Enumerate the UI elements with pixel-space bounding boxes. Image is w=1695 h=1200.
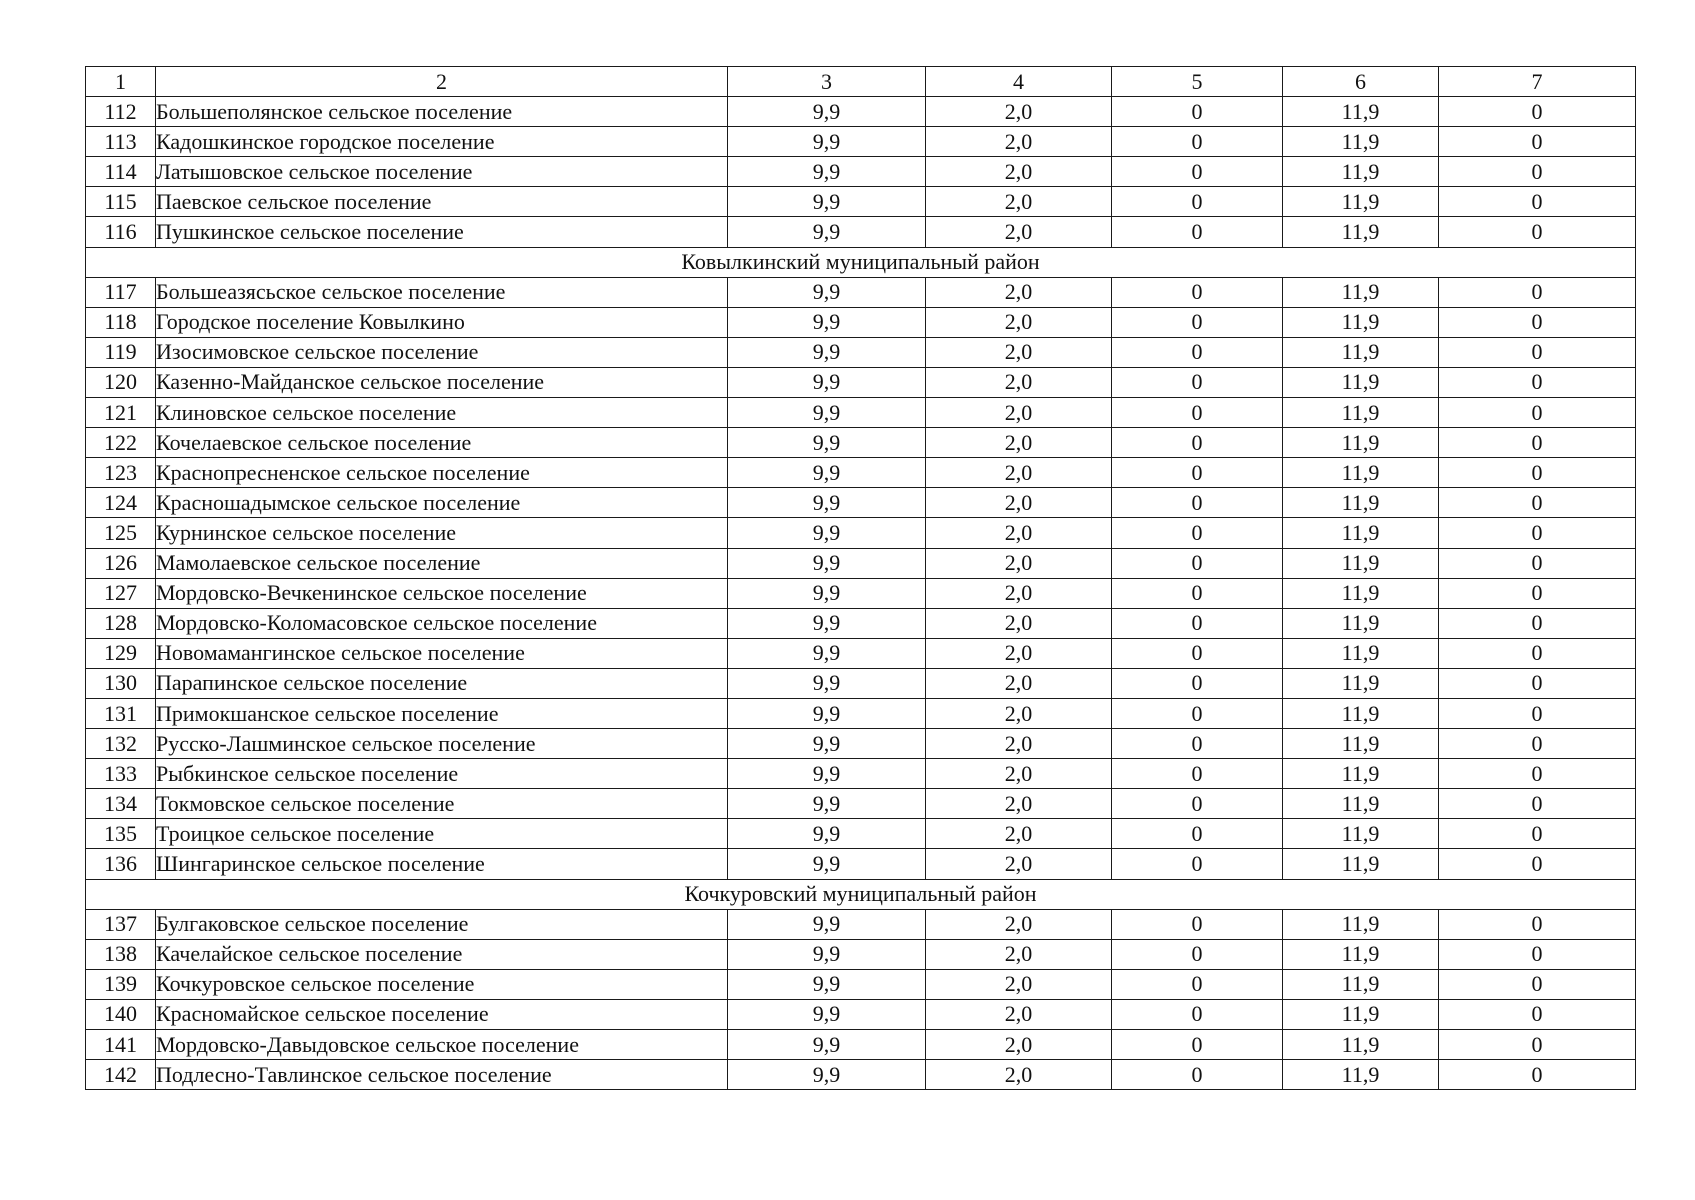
value-col-6: 11,9 — [1283, 819, 1439, 849]
value-col-7: 0 — [1439, 127, 1636, 157]
settlement-name: Троицкое сельское поселение — [156, 819, 728, 849]
value-col-7: 0 — [1439, 999, 1636, 1029]
value-col-3: 9,9 — [728, 337, 926, 367]
value-col-4: 2,0 — [926, 337, 1112, 367]
value-col-4: 2,0 — [926, 157, 1112, 187]
value-col-6: 11,9 — [1283, 1060, 1439, 1090]
table-row — [86, 789, 1636, 819]
row-number: 139 — [86, 969, 156, 999]
table-row — [86, 488, 1636, 518]
header-row — [86, 67, 1636, 97]
settlement-name: Мордовско-Вечкенинское сельское поселение — [156, 578, 728, 608]
settlement-name: Новомамангинское сельское поселение — [156, 638, 728, 668]
table-row — [86, 819, 1636, 849]
value-col-7: 0 — [1439, 518, 1636, 548]
value-col-4: 2,0 — [926, 488, 1112, 518]
table-row — [86, 518, 1636, 548]
value-col-7: 0 — [1439, 217, 1636, 247]
table-row — [86, 1060, 1636, 1090]
header-cell-6: 6 — [1283, 67, 1439, 97]
value-col-3: 9,9 — [728, 488, 926, 518]
table-row — [86, 548, 1636, 578]
row-number: 140 — [86, 999, 156, 1029]
value-col-6: 11,9 — [1283, 337, 1439, 367]
value-col-7: 0 — [1439, 398, 1636, 428]
value-col-6: 11,9 — [1283, 307, 1439, 337]
value-col-5: 0 — [1112, 428, 1283, 458]
value-col-5: 0 — [1112, 157, 1283, 187]
value-col-6: 11,9 — [1283, 187, 1439, 217]
value-col-7: 0 — [1439, 909, 1636, 939]
value-col-3: 9,9 — [728, 638, 926, 668]
value-col-5: 0 — [1112, 187, 1283, 217]
value-col-3: 9,9 — [728, 999, 926, 1029]
settlement-name: Большеазясьское сельское поселение — [156, 277, 728, 307]
table-row — [86, 398, 1636, 428]
value-col-7: 0 — [1439, 428, 1636, 458]
value-col-5: 0 — [1112, 819, 1283, 849]
settlement-name: Мамолаевское сельское поселение — [156, 548, 728, 578]
value-col-5: 0 — [1112, 398, 1283, 428]
settlement-name: Мордовско-Давыдовское сельское поселение — [156, 1030, 728, 1060]
value-col-4: 2,0 — [926, 969, 1112, 999]
value-col-5: 0 — [1112, 909, 1283, 939]
table-row — [86, 939, 1636, 969]
value-col-4: 2,0 — [926, 819, 1112, 849]
value-col-4: 2,0 — [926, 277, 1112, 307]
settlement-name: Городское поселение Ковылкино — [156, 307, 728, 337]
settlement-name: Парапинское сельское поселение — [156, 668, 728, 698]
value-col-6: 11,9 — [1283, 127, 1439, 157]
row-number: 112 — [86, 97, 156, 127]
value-col-4: 2,0 — [926, 217, 1112, 247]
header-cell-2: 2 — [156, 67, 728, 97]
value-col-7: 0 — [1439, 277, 1636, 307]
value-col-4: 2,0 — [926, 307, 1112, 337]
value-col-3: 9,9 — [728, 187, 926, 217]
value-col-7: 0 — [1439, 367, 1636, 397]
value-col-4: 2,0 — [926, 428, 1112, 458]
value-col-7: 0 — [1439, 337, 1636, 367]
value-col-5: 0 — [1112, 999, 1283, 1029]
value-col-7: 0 — [1439, 969, 1636, 999]
value-col-4: 2,0 — [926, 1060, 1112, 1090]
value-col-3: 9,9 — [728, 819, 926, 849]
settlement-name: Клиновское сельское поселение — [156, 398, 728, 428]
value-col-5: 0 — [1112, 1060, 1283, 1090]
settlement-name: Булгаковское сельское поселение — [156, 909, 728, 939]
row-number: 138 — [86, 939, 156, 969]
row-number: 130 — [86, 668, 156, 698]
value-col-5: 0 — [1112, 698, 1283, 728]
header-cell-4: 4 — [926, 67, 1112, 97]
value-col-7: 0 — [1439, 548, 1636, 578]
value-col-7: 0 — [1439, 608, 1636, 638]
value-col-3: 9,9 — [728, 518, 926, 548]
table-row — [86, 217, 1636, 247]
value-col-6: 11,9 — [1283, 849, 1439, 879]
value-col-7: 0 — [1439, 458, 1636, 488]
settlement-name: Качелайское сельское поселение — [156, 939, 728, 969]
value-col-6: 11,9 — [1283, 909, 1439, 939]
value-col-5: 0 — [1112, 668, 1283, 698]
row-number: 129 — [86, 638, 156, 668]
value-col-4: 2,0 — [926, 548, 1112, 578]
header-cell-3: 3 — [728, 67, 926, 97]
row-number: 142 — [86, 1060, 156, 1090]
settlement-name: Курнинское сельское поселение — [156, 518, 728, 548]
value-col-7: 0 — [1439, 578, 1636, 608]
value-col-5: 0 — [1112, 307, 1283, 337]
value-col-3: 9,9 — [728, 969, 926, 999]
value-col-7: 0 — [1439, 668, 1636, 698]
row-number: 116 — [86, 217, 156, 247]
settlement-name: Кочкуровское сельское поселение — [156, 969, 728, 999]
value-col-7: 0 — [1439, 1060, 1636, 1090]
row-number: 113 — [86, 127, 156, 157]
value-col-5: 0 — [1112, 277, 1283, 307]
value-col-5: 0 — [1112, 488, 1283, 518]
value-col-4: 2,0 — [926, 518, 1112, 548]
value-col-7: 0 — [1439, 759, 1636, 789]
value-col-4: 2,0 — [926, 789, 1112, 819]
value-col-4: 2,0 — [926, 127, 1112, 157]
row-number: 141 — [86, 1030, 156, 1060]
value-col-3: 9,9 — [728, 608, 926, 638]
table-row — [86, 157, 1636, 187]
value-col-5: 0 — [1112, 608, 1283, 638]
value-col-4: 2,0 — [926, 849, 1112, 879]
value-col-4: 2,0 — [926, 999, 1112, 1029]
value-col-4: 2,0 — [926, 608, 1112, 638]
settlements-table — [85, 66, 1636, 1090]
value-col-6: 11,9 — [1283, 428, 1439, 458]
value-col-7: 0 — [1439, 789, 1636, 819]
value-col-7: 0 — [1439, 97, 1636, 127]
value-col-3: 9,9 — [728, 729, 926, 759]
value-col-6: 11,9 — [1283, 488, 1439, 518]
value-col-3: 9,9 — [728, 428, 926, 458]
value-col-7: 0 — [1439, 698, 1636, 728]
value-col-4: 2,0 — [926, 187, 1112, 217]
header-cell-1: 1 — [86, 67, 156, 97]
value-col-3: 9,9 — [728, 759, 926, 789]
value-col-6: 11,9 — [1283, 518, 1439, 548]
table-row — [86, 668, 1636, 698]
value-col-6: 11,9 — [1283, 729, 1439, 759]
value-col-6: 11,9 — [1283, 698, 1439, 728]
value-col-4: 2,0 — [926, 759, 1112, 789]
header-cell-5: 5 — [1112, 67, 1283, 97]
table-row — [86, 187, 1636, 217]
value-col-7: 0 — [1439, 849, 1636, 879]
value-col-5: 0 — [1112, 337, 1283, 367]
settlement-name: Шингаринское сельское поселение — [156, 849, 728, 879]
row-number: 125 — [86, 518, 156, 548]
section-header-row — [86, 247, 1636, 277]
value-col-4: 2,0 — [926, 458, 1112, 488]
settlement-name: Красномайское сельское поселение — [156, 999, 728, 1029]
value-col-4: 2,0 — [926, 909, 1112, 939]
value-col-3: 9,9 — [728, 127, 926, 157]
value-col-5: 0 — [1112, 638, 1283, 668]
settlement-name: Краснопресненское сельское поселение — [156, 458, 728, 488]
settlement-name: Казенно-Майданское сельское поселение — [156, 367, 728, 397]
settlement-name: Латышовское сельское поселение — [156, 157, 728, 187]
value-col-6: 11,9 — [1283, 398, 1439, 428]
value-col-6: 11,9 — [1283, 789, 1439, 819]
value-col-6: 11,9 — [1283, 548, 1439, 578]
value-col-6: 11,9 — [1283, 578, 1439, 608]
value-col-7: 0 — [1439, 488, 1636, 518]
value-col-6: 11,9 — [1283, 367, 1439, 397]
table-row — [86, 608, 1636, 638]
value-col-6: 11,9 — [1283, 277, 1439, 307]
value-col-3: 9,9 — [728, 217, 926, 247]
row-number: 135 — [86, 819, 156, 849]
header-cell-7: 7 — [1439, 67, 1636, 97]
value-col-3: 9,9 — [728, 398, 926, 428]
table-row — [86, 277, 1636, 307]
table-row — [86, 97, 1636, 127]
value-col-4: 2,0 — [926, 729, 1112, 759]
settlement-name: Рыбкинское сельское поселение — [156, 759, 728, 789]
value-col-6: 11,9 — [1283, 157, 1439, 187]
value-col-3: 9,9 — [728, 698, 926, 728]
value-col-3: 9,9 — [728, 458, 926, 488]
settlement-name: Кочелаевское сельское поселение — [156, 428, 728, 458]
section-title: Ковылкинский муниципальный район — [86, 247, 1636, 277]
table-row — [86, 909, 1636, 939]
value-col-7: 0 — [1439, 1030, 1636, 1060]
table-row — [86, 759, 1636, 789]
value-col-5: 0 — [1112, 127, 1283, 157]
value-col-3: 9,9 — [728, 157, 926, 187]
settlement-name: Изосимовское сельское поселение — [156, 337, 728, 367]
table-row — [86, 969, 1636, 999]
table-row — [86, 307, 1636, 337]
settlement-name: Кадошкинское городское поселение — [156, 127, 728, 157]
table-row — [86, 337, 1636, 367]
value-col-6: 11,9 — [1283, 97, 1439, 127]
settlement-name: Токмовское сельское поселение — [156, 789, 728, 819]
value-col-3: 9,9 — [728, 668, 926, 698]
value-col-3: 9,9 — [728, 578, 926, 608]
table-row — [86, 458, 1636, 488]
value-col-6: 11,9 — [1283, 668, 1439, 698]
value-col-5: 0 — [1112, 969, 1283, 999]
value-col-6: 11,9 — [1283, 759, 1439, 789]
value-col-5: 0 — [1112, 367, 1283, 397]
value-col-5: 0 — [1112, 217, 1283, 247]
row-number: 114 — [86, 157, 156, 187]
value-col-5: 0 — [1112, 789, 1283, 819]
value-col-5: 0 — [1112, 939, 1283, 969]
row-number: 132 — [86, 729, 156, 759]
row-number: 126 — [86, 548, 156, 578]
value-col-3: 9,9 — [728, 277, 926, 307]
value-col-5: 0 — [1112, 97, 1283, 127]
value-col-6: 11,9 — [1283, 217, 1439, 247]
value-col-7: 0 — [1439, 187, 1636, 217]
row-number: 128 — [86, 608, 156, 638]
row-number: 122 — [86, 428, 156, 458]
settlement-name: Подлесно-Тавлинское сельское поселение — [156, 1060, 728, 1090]
table-row — [86, 127, 1636, 157]
value-col-3: 9,9 — [728, 909, 926, 939]
value-col-4: 2,0 — [926, 367, 1112, 397]
settlement-name: Пушкинское сельское поселение — [156, 217, 728, 247]
table-row — [86, 999, 1636, 1029]
value-col-7: 0 — [1439, 157, 1636, 187]
value-col-4: 2,0 — [926, 939, 1112, 969]
row-number: 119 — [86, 337, 156, 367]
value-col-3: 9,9 — [728, 97, 926, 127]
value-col-3: 9,9 — [728, 849, 926, 879]
settlement-name: Паевское сельское поселение — [156, 187, 728, 217]
table-body — [86, 67, 1636, 1090]
value-col-6: 11,9 — [1283, 608, 1439, 638]
row-number: 117 — [86, 277, 156, 307]
value-col-6: 11,9 — [1283, 638, 1439, 668]
row-number: 136 — [86, 849, 156, 879]
value-col-5: 0 — [1112, 518, 1283, 548]
value-col-5: 0 — [1112, 759, 1283, 789]
value-col-4: 2,0 — [926, 1030, 1112, 1060]
table-row — [86, 428, 1636, 458]
value-col-4: 2,0 — [926, 668, 1112, 698]
value-col-3: 9,9 — [728, 1030, 926, 1060]
value-col-5: 0 — [1112, 849, 1283, 879]
settlement-name: Русско-Лашминское сельское поселение — [156, 729, 728, 759]
value-col-7: 0 — [1439, 819, 1636, 849]
value-col-4: 2,0 — [926, 398, 1112, 428]
value-col-6: 11,9 — [1283, 458, 1439, 488]
value-col-7: 0 — [1439, 939, 1636, 969]
value-col-7: 0 — [1439, 307, 1636, 337]
settlement-name: Красношадымское сельское поселение — [156, 488, 728, 518]
value-col-3: 9,9 — [728, 367, 926, 397]
row-number: 127 — [86, 578, 156, 608]
value-col-6: 11,9 — [1283, 969, 1439, 999]
row-number: 124 — [86, 488, 156, 518]
row-number: 118 — [86, 307, 156, 337]
value-col-7: 0 — [1439, 638, 1636, 668]
row-number: 134 — [86, 789, 156, 819]
value-col-6: 11,9 — [1283, 939, 1439, 969]
value-col-3: 9,9 — [728, 307, 926, 337]
settlement-name: Примокшанское сельское поселение — [156, 698, 728, 728]
row-number: 123 — [86, 458, 156, 488]
table-row — [86, 638, 1636, 668]
table-row — [86, 698, 1636, 728]
value-col-6: 11,9 — [1283, 999, 1439, 1029]
row-number: 115 — [86, 187, 156, 217]
row-number: 121 — [86, 398, 156, 428]
value-col-5: 0 — [1112, 458, 1283, 488]
value-col-5: 0 — [1112, 729, 1283, 759]
value-col-3: 9,9 — [728, 1060, 926, 1090]
table-row — [86, 849, 1636, 879]
row-number: 133 — [86, 759, 156, 789]
settlement-name: Большеполянское сельское поселение — [156, 97, 728, 127]
settlement-name: Мордовско-Коломасовское сельское поселение — [156, 608, 728, 638]
value-col-4: 2,0 — [926, 578, 1112, 608]
table-row — [86, 1030, 1636, 1060]
value-col-6: 11,9 — [1283, 1030, 1439, 1060]
value-col-3: 9,9 — [728, 939, 926, 969]
row-number: 120 — [86, 367, 156, 397]
section-title: Кочкуровский муниципальный район — [86, 879, 1636, 909]
section-header-row — [86, 879, 1636, 909]
value-col-5: 0 — [1112, 1030, 1283, 1060]
value-col-4: 2,0 — [926, 97, 1112, 127]
value-col-4: 2,0 — [926, 638, 1112, 668]
value-col-7: 0 — [1439, 729, 1636, 759]
table-row — [86, 729, 1636, 759]
row-number: 131 — [86, 698, 156, 728]
value-col-3: 9,9 — [728, 548, 926, 578]
table-row — [86, 367, 1636, 397]
value-col-5: 0 — [1112, 578, 1283, 608]
value-col-5: 0 — [1112, 548, 1283, 578]
value-col-4: 2,0 — [926, 698, 1112, 728]
value-col-3: 9,9 — [728, 789, 926, 819]
table-row — [86, 578, 1636, 608]
row-number: 137 — [86, 909, 156, 939]
